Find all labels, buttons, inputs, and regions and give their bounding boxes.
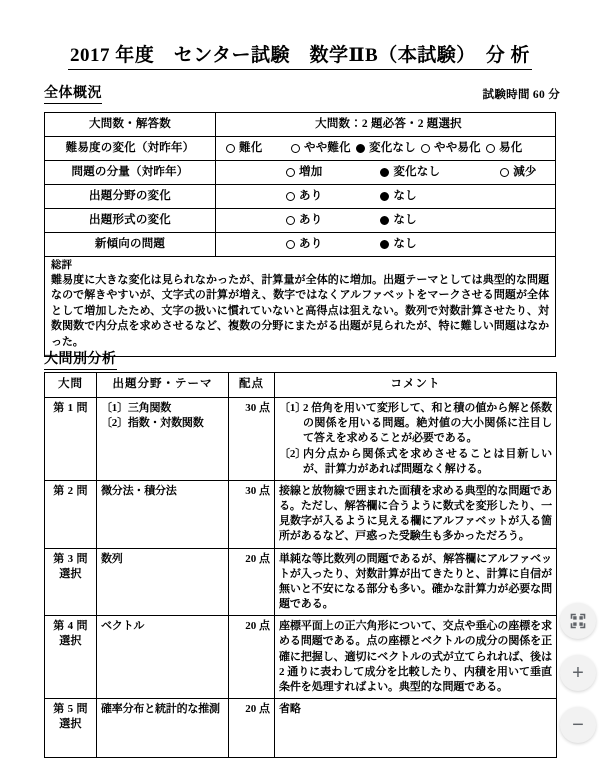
question-theme: ベクトル bbox=[97, 616, 229, 699]
option-volume-0[interactable] bbox=[286, 165, 322, 179]
option-volume-2[interactable] bbox=[500, 165, 536, 179]
question-number-line2: 選択 bbox=[59, 567, 82, 580]
question-comment: 省略 bbox=[275, 699, 557, 758]
minus-icon: − bbox=[572, 714, 584, 736]
overview-row-value bbox=[216, 137, 556, 161]
option-format-change-1[interactable] bbox=[380, 213, 416, 227]
option-field-change-1[interactable] bbox=[380, 189, 416, 203]
option-label: あり bbox=[299, 214, 323, 227]
question-points: 30 点 bbox=[229, 480, 275, 548]
question-number-line2: 選択 bbox=[59, 718, 82, 731]
option-new-trend-1[interactable] bbox=[380, 237, 416, 251]
radio-icon[interactable] bbox=[286, 216, 295, 225]
question-number-line1: 第 4 問 bbox=[53, 620, 88, 633]
radio-icon[interactable] bbox=[226, 144, 235, 153]
question-theme bbox=[97, 398, 229, 481]
table-row bbox=[45, 233, 556, 257]
radio-icon[interactable] bbox=[291, 144, 300, 153]
question-comment: 接線と放物線で囲まれた面積を求める典型的な問題である。ただし、解答欄に合うように数式を変形したり、一見数字が入るように見える欄にアルファベットが入る箇所があるなど、戸惑った受験生も多かっただろう。 bbox=[275, 480, 557, 548]
radio-icon-selected[interactable] bbox=[380, 216, 389, 225]
radio-icon[interactable] bbox=[421, 144, 430, 153]
option-label: 変化なし bbox=[369, 142, 416, 155]
option-group-difficulty bbox=[226, 141, 551, 155]
table-row bbox=[45, 398, 557, 481]
question-comment bbox=[275, 398, 557, 481]
option-label: 増加 bbox=[299, 166, 323, 179]
question-number bbox=[45, 548, 97, 616]
table-row bbox=[45, 480, 557, 548]
question-number bbox=[45, 480, 97, 548]
overview-row-value bbox=[216, 185, 556, 209]
option-new-trend-0[interactable] bbox=[286, 237, 322, 251]
column-header-comment: コメント bbox=[275, 373, 557, 398]
exam-time: 試験時間 60 分 bbox=[482, 89, 560, 101]
table-row bbox=[45, 113, 556, 137]
option-label: あり bbox=[299, 190, 323, 203]
zoom-in-button[interactable] bbox=[560, 655, 596, 691]
radio-icon[interactable] bbox=[500, 168, 509, 177]
comment-item-tag: 〔2〕 bbox=[279, 447, 307, 460]
question-comment: 座標平面上の正六角形について、交点や垂心の座標を求める問題である。点の座標とベクトルの成分の関係を正確に把握し、適切にベクトルの式が立てられれば、後は 2 通りに表わして成分を比較したり、内積を用いて垂直条件を処理すればよい。典型的な問題である。 bbox=[275, 616, 557, 699]
question-theme-line1: 〔1〕三角関数 bbox=[101, 402, 172, 414]
question-number bbox=[45, 616, 97, 699]
overview-row-label: 問題の分量（対昨年） bbox=[45, 161, 216, 185]
comment-item-text: 内分点から関係式を求めさせることは目新しいが、計算力があれば問題なく解ける。 bbox=[303, 447, 552, 475]
question-points: 20 点 bbox=[229, 616, 275, 699]
option-group-format-change bbox=[226, 213, 551, 227]
overview-table bbox=[44, 112, 556, 357]
option-group-field-change bbox=[226, 189, 551, 203]
section-heading-by-question bbox=[44, 348, 117, 370]
question-number bbox=[45, 398, 97, 481]
question-number bbox=[45, 699, 97, 758]
table-row bbox=[45, 209, 556, 233]
overview-row-value bbox=[216, 209, 556, 233]
option-difficulty-1[interactable] bbox=[291, 141, 356, 155]
option-label: なし bbox=[393, 190, 417, 203]
radio-icon-selected[interactable] bbox=[380, 240, 389, 249]
option-format-change-0[interactable] bbox=[286, 213, 322, 227]
option-group-volume bbox=[226, 165, 551, 179]
question-points: 20 点 bbox=[229, 548, 275, 616]
summary-title: 総評 bbox=[51, 260, 72, 271]
overview-row-value: 大問数：2 題必答・2 題選択 bbox=[216, 113, 556, 137]
option-volume-1[interactable] bbox=[380, 165, 440, 179]
question-theme-line2: 〔2〕指数・対数関数 bbox=[101, 417, 204, 430]
section-heading-overview-label: 全体概況 bbox=[44, 82, 102, 104]
page-title bbox=[0, 40, 600, 70]
question-number-line1: 第 3 問 bbox=[53, 552, 88, 565]
radio-icon-selected[interactable] bbox=[380, 192, 389, 201]
comment-item-text: 2 倍角を用いて変形して、和と積の値から解と係数の関係を用いる問題。絶対値の大小関係に注目して答えを求めることが必要である。 bbox=[303, 402, 552, 445]
radio-icon[interactable] bbox=[286, 168, 295, 177]
column-header-points: 配点 bbox=[229, 373, 275, 398]
table-row bbox=[45, 699, 557, 758]
question-points: 30 点 bbox=[229, 398, 275, 481]
overview-row-label: 出題分野の変化 bbox=[45, 185, 216, 209]
table-row bbox=[45, 137, 556, 161]
page-title-text: 2017 年度 センター試験 数学ⅡB（本試験） 分 析 bbox=[68, 40, 532, 70]
option-label: やや易化 bbox=[434, 142, 481, 155]
section-heading-overview bbox=[44, 82, 102, 104]
table-row bbox=[45, 161, 556, 185]
zoom-out-button[interactable] bbox=[560, 707, 596, 743]
by-question-table bbox=[44, 372, 557, 758]
summary-body: 難易度に大きな変化は見られなかったが、計算量が全体的に増加。出題テーマとしては典型的な問題なので解きやすいが、文字式の計算が増え、数字ではなくアルファベットをマークさせる問題が全体として増加したため、文字の扱いに慣れていないと高得点は狙えない。数列で対数計算させたり、対数関数で内分点を求めさせるなど、複数の分野にまたがる出題が見られたが、特に難しい問題はなかった。 bbox=[51, 273, 549, 349]
column-header-no: 大問 bbox=[45, 373, 97, 398]
option-label: なし bbox=[393, 214, 417, 227]
table-row-summary bbox=[45, 257, 556, 357]
question-comment: 単純な等比数列の問題であるが、解答欄にアルファベットが入ったり、対数計算が出てきたりと、計算に自信が無いと不安になる部分も多い。確かな計算力が必要な問題である。 bbox=[275, 548, 557, 616]
option-label: やや難化 bbox=[304, 142, 351, 155]
overview-row-value bbox=[216, 233, 556, 257]
radio-icon-selected[interactable] bbox=[356, 144, 365, 153]
option-label: 減少 bbox=[513, 166, 537, 179]
option-label: 易化 bbox=[499, 142, 523, 155]
option-group-new-trend bbox=[226, 237, 551, 251]
question-number-line1: 第 1 問 bbox=[53, 402, 88, 414]
question-theme: 確率分布と統計的な推測 bbox=[97, 699, 229, 758]
overview-row-label: 新傾向の問題 bbox=[45, 233, 216, 257]
overview-row-label: 難易度の変化（対昨年） bbox=[45, 137, 216, 161]
comment-item bbox=[279, 447, 552, 477]
option-label: なし bbox=[393, 238, 417, 251]
option-label: 変化なし bbox=[393, 166, 441, 179]
plus-icon: + bbox=[572, 662, 584, 684]
overview-row-value bbox=[216, 161, 556, 185]
radio-icon[interactable] bbox=[286, 240, 295, 249]
option-difficulty-0[interactable] bbox=[226, 141, 291, 155]
question-points: 20 点 bbox=[229, 699, 275, 758]
question-number-line1: 第 5 問 bbox=[53, 703, 88, 716]
column-header-theme: 出題分野・テーマ bbox=[97, 373, 229, 398]
radio-icon[interactable] bbox=[486, 144, 495, 153]
radio-icon[interactable] bbox=[286, 192, 295, 201]
comment-item-tag: 〔1〕 bbox=[279, 402, 307, 414]
table-row bbox=[45, 185, 556, 209]
question-number-line1: 第 2 問 bbox=[53, 484, 88, 497]
question-theme: 数列 bbox=[97, 548, 229, 616]
option-difficulty-3[interactable] bbox=[421, 141, 486, 155]
option-difficulty-2[interactable] bbox=[356, 141, 421, 155]
option-field-change-0[interactable] bbox=[286, 189, 322, 203]
comment-item bbox=[279, 401, 552, 447]
fit-to-screen-button[interactable] bbox=[560, 603, 596, 639]
overview-row-label: 大問数・解答数 bbox=[45, 113, 216, 137]
table-header-row bbox=[45, 373, 557, 398]
radio-icon-selected[interactable] bbox=[380, 168, 389, 177]
question-theme: 微分法・積分法 bbox=[97, 480, 229, 548]
fit-to-screen-icon bbox=[570, 613, 586, 629]
table-row bbox=[45, 616, 557, 699]
table-row bbox=[45, 548, 557, 616]
question-number-line2: 選択 bbox=[59, 635, 82, 648]
option-label: 難化 bbox=[239, 142, 263, 155]
section-heading-by-question-label: 大問別分析 bbox=[44, 348, 117, 370]
option-label: あり bbox=[299, 238, 323, 251]
option-difficulty-4[interactable] bbox=[486, 141, 551, 155]
summary-cell bbox=[45, 257, 556, 357]
overview-row-label: 出題形式の変化 bbox=[45, 209, 216, 233]
